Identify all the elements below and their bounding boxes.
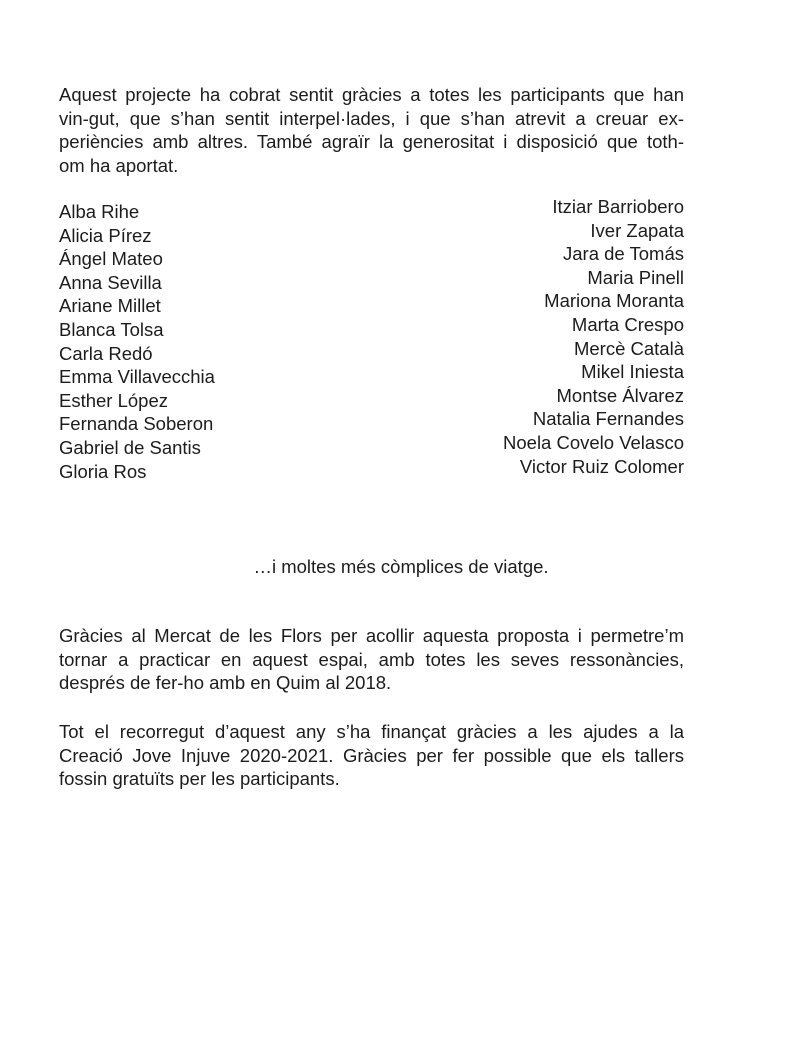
thanks-funding-line: fossin gratuïts per les participants. [59,768,340,790]
participants-list-right [503,195,684,478]
intro-line: periències amb altres. També agraïr la generositat i disposició que toth- [59,131,684,153]
participant-name: Fernanda Soberon [59,413,214,435]
participant-name: Mariona Moranta [544,290,684,312]
intro-line: Aquest projecte ha cobrat sentit gràcies a totes les participants que han [59,84,684,105]
thanks-funding-paragraph [59,720,684,791]
participant-name: Marta Crespo [571,313,684,335]
thanks-funding-line: Creació Jove Injuve 2020-2021. Gràcies per fer possible que els tallers [59,744,684,766]
participants-list-left [59,200,215,483]
participant-name: Natalia Fernandes [532,408,684,430]
participant-name: Noela Covelo Velasco [503,431,684,453]
participant-name: Maria Pinell [587,266,684,288]
participant-name: Alba Rihe [59,201,140,222]
intro-line: vin-gut, que s’han sentit interpel·lades, i que s’han atrevit a creuar ex- [59,107,684,129]
participant-name: Emma Villavecchia [59,366,215,388]
participant-name: Blanca Tolsa [59,318,164,340]
closing-line: …i moltes més còmplices de viatge. [253,556,549,577]
thanks-funding-line: Tot el recorregut d’aquest any s’ha finançat gràcies a les ajudes a la [59,721,684,742]
participant-name: Ariane Millet [59,295,161,317]
participant-name: Ángel Mateo [59,248,163,270]
participant-name: Gloria Ros [59,460,147,482]
thanks-mercat-line: tornar a practicar en aquest espai, amb totes les seves ressonàncies, [59,648,684,670]
participant-name: Anna Sevilla [59,271,162,293]
participant-name: Gabriel de Santis [59,436,201,458]
participant-name: Jara de Tomás [563,243,684,265]
thanks-mercat-line: després de fer-ho amb en Quim al 2018. [59,672,392,694]
participant-name: Mikel Iniesta [581,361,684,383]
participant-name: Mercè Català [573,337,684,359]
participant-name: Montse Álvarez [556,384,684,406]
participant-name: Carla Redó [59,342,153,364]
participant-name: Victor Ruiz Colomer [519,455,684,477]
participant-name: Itziar Barriobero [552,196,684,217]
participant-name: Alicia Pírez [59,224,152,246]
participant-name: Iver Zapata [590,219,684,241]
thanks-mercat-paragraph [59,624,684,695]
participant-name: Esther López [59,389,169,411]
thanks-mercat-line: Gràcies al Mercat de les Flors per acollir aquesta proposta i permetre’m [59,625,684,646]
intro-line: om ha aportat. [59,154,179,176]
intro-paragraph [59,83,684,177]
